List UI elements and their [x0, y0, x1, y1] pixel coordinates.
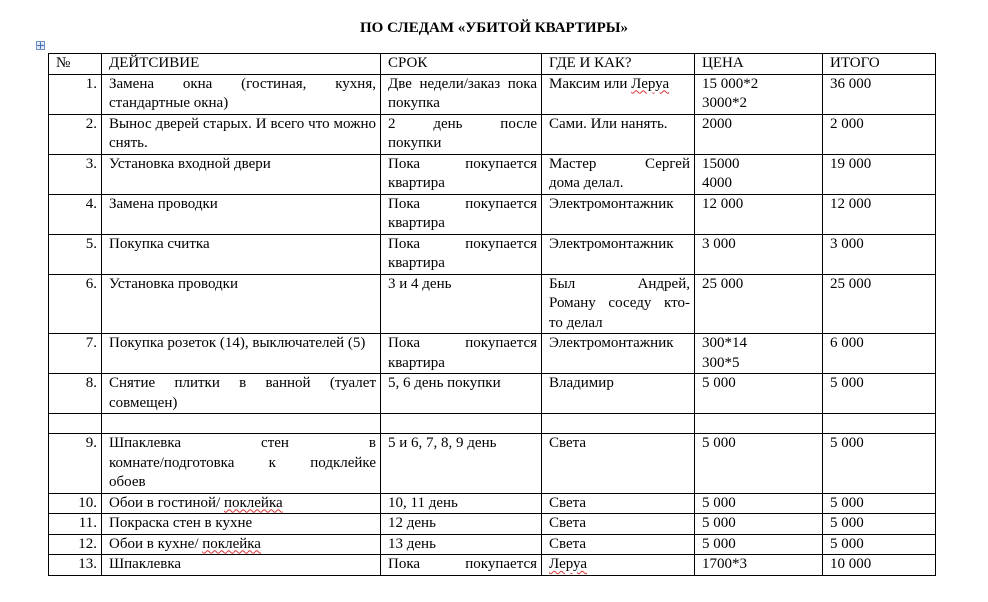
price-line: 5 000: [702, 435, 736, 451]
row-total: 5 000: [823, 434, 936, 494]
term-line: квартира: [388, 255, 445, 271]
table-row: [49, 514, 936, 535]
row-number: 13.: [49, 555, 102, 576]
row-price: [695, 154, 823, 194]
price-line: 300*5: [702, 354, 740, 371]
row-price: [695, 74, 823, 114]
term-line: Пока покупается: [388, 556, 537, 572]
row-where: Электромонтажник: [542, 334, 695, 374]
row-action: Замена проводки: [102, 194, 381, 234]
header-total: ИТОГО: [823, 54, 936, 75]
row-price: [695, 493, 823, 514]
row-term: [381, 555, 542, 576]
row-where: [542, 154, 695, 194]
row-action: Покупка считка: [102, 234, 381, 274]
row-number: 3.: [49, 154, 102, 194]
row-term: [381, 334, 542, 374]
table-row: [49, 434, 936, 494]
empty-cell: [542, 414, 695, 434]
spellcheck-underlined-word: поклейка: [202, 535, 261, 552]
row-number: 12.: [49, 534, 102, 555]
row-where: Владимир: [542, 374, 695, 414]
where-line: то делал: [549, 314, 603, 331]
price-line: 5 000: [702, 375, 736, 391]
row-where: Света: [542, 434, 695, 494]
row-total: 5 000: [823, 374, 936, 414]
row-action: Шпаклевка: [102, 555, 381, 576]
term-line: квартира: [388, 175, 445, 191]
where-line: дома делал.: [549, 175, 624, 191]
price-line: 300*14: [702, 335, 747, 351]
term-line: квартира: [388, 354, 445, 371]
row-action: Установка проводки: [102, 274, 381, 334]
row-action: [102, 493, 381, 514]
row-price: [695, 114, 823, 154]
term-line: 2 день после: [388, 115, 537, 132]
table-row: [49, 493, 936, 514]
table-row: [49, 194, 936, 234]
row-price: [695, 334, 823, 374]
table-row: [49, 274, 936, 334]
empty-cell: [823, 414, 936, 434]
row-total: 6 000: [823, 334, 936, 374]
row-total: 2 000: [823, 114, 936, 154]
row-total: 5 000: [823, 534, 936, 555]
row-term: [381, 114, 542, 154]
spellcheck-underlined-word: Леруа: [549, 556, 587, 572]
row-price: [695, 374, 823, 414]
table-row: [49, 74, 936, 114]
row-where: [542, 274, 695, 334]
row-number: 2.: [49, 114, 102, 154]
row-term: [381, 154, 542, 194]
where-line: Был Андрей,: [549, 275, 690, 292]
row-where: Электромонтажник: [542, 194, 695, 234]
renovation-table: [48, 53, 936, 576]
spellcheck-underlined-word: поклейка: [223, 494, 283, 511]
table-row: [49, 534, 936, 555]
header-term: СРОК: [381, 54, 542, 75]
row-total: 19 000: [823, 154, 936, 194]
row-number: 5.: [49, 234, 102, 274]
table-row: [49, 114, 936, 154]
row-where: Света: [542, 493, 695, 514]
price-line: 1700*3: [702, 556, 747, 572]
action-line: обоев: [109, 474, 146, 490]
row-action: Покупка розеток (14), выключателей (5): [102, 334, 381, 374]
price-line: 3000*2: [702, 95, 747, 111]
row-term: 12 день: [381, 514, 542, 535]
action-line: комнате/подготовка к подклейке: [109, 454, 376, 471]
row-term: Две недели/заказ пока покупка: [381, 74, 542, 114]
row-where: [542, 555, 695, 576]
price-line: 5 000: [702, 515, 736, 531]
price-line: 15 000*2: [702, 75, 759, 92]
where-line: Роману соседу кто-: [549, 295, 690, 311]
empty-cell: [102, 414, 381, 434]
header-price: ЦЕНА: [695, 54, 823, 75]
price-line: 3 000: [702, 235, 736, 252]
row-number: 7.: [49, 334, 102, 374]
row-number: 8.: [49, 374, 102, 414]
row-term: 10, 11 день: [381, 493, 542, 514]
row-number: 9.: [49, 434, 102, 494]
table-row: [49, 555, 936, 576]
document-title: ПО СЛЕДАМ «УБИТОЙ КВАРТИРЫ»: [360, 20, 628, 36]
table-row: [49, 334, 936, 374]
empty-cell: [49, 414, 102, 434]
row-action: Покраска стен в кухне: [102, 514, 381, 535]
row-number: 10.: [49, 493, 102, 514]
row-price: [695, 234, 823, 274]
spellcheck-underlined-word: Леруа: [631, 75, 670, 92]
row-total: 25 000: [823, 274, 936, 334]
row-price: [695, 555, 823, 576]
row-number: 11.: [49, 514, 102, 535]
row-total: 3 000: [823, 234, 936, 274]
where-line: Мастер Сергей: [549, 155, 690, 172]
row-where: Света: [542, 514, 695, 535]
row-where: Света: [542, 534, 695, 555]
term-line: Пока покупается: [388, 195, 537, 212]
term-line: Пока покупается: [388, 155, 537, 172]
row-action: Снятие плитки в ванной (туалет совмещен): [102, 374, 381, 414]
price-line: 5 000: [702, 494, 736, 511]
row-number: 4.: [49, 194, 102, 234]
row-price: [695, 514, 823, 535]
row-price: [695, 534, 823, 555]
action-text: Обои в гостиной/: [109, 494, 224, 511]
row-total: 10 000: [823, 555, 936, 576]
table-header-row: [49, 54, 936, 75]
header-where: ГДЕ И КАК?: [542, 54, 695, 75]
row-action: Установка входной двери: [102, 154, 381, 194]
header-num: №: [49, 54, 102, 75]
term-line: квартира: [388, 215, 445, 231]
where-text: Максим или: [549, 75, 632, 92]
row-price: [695, 434, 823, 494]
price-line: 2000: [702, 115, 732, 132]
row-action: Замена окна (гостиная, кухня, стандартные окна): [102, 74, 381, 114]
row-term: [381, 234, 542, 274]
row-term: 5, 6 день покупки: [381, 374, 542, 414]
row-total: 5 000: [823, 514, 936, 535]
term-line: Пока покупается: [388, 235, 537, 252]
row-number: 1.: [49, 74, 102, 114]
row-term: 3 и 4 день: [381, 274, 542, 334]
row-term: 5 и 6, 7, 8, 9 день: [381, 434, 542, 494]
price-line: 15000: [702, 155, 740, 172]
row-price: [695, 274, 823, 334]
table-row: [49, 234, 936, 274]
empty-table-row: [49, 414, 936, 434]
row-number: 6.: [49, 274, 102, 334]
price-line: 12 000: [702, 195, 744, 212]
row-term: [381, 194, 542, 234]
row-where: Сами. Или нанять.: [542, 114, 695, 154]
term-line: Пока покупается: [388, 335, 537, 351]
table-move-handle-icon[interactable]: [36, 41, 45, 50]
price-line: 5 000: [702, 535, 736, 552]
row-total: 5 000: [823, 493, 936, 514]
action-line: Шпаклевка стен в: [109, 435, 376, 451]
price-line: 25 000: [702, 275, 744, 292]
empty-cell: [381, 414, 542, 434]
row-where: Электромонтажник: [542, 234, 695, 274]
row-total: 12 000: [823, 194, 936, 234]
action-text: Обои в кухне/: [109, 535, 203, 552]
row-term: 13 день: [381, 534, 542, 555]
row-action: [102, 434, 381, 494]
row-price: [695, 194, 823, 234]
row-action: Вынос дверей старых. И всего что можно снять.: [102, 114, 381, 154]
price-line: 4000: [702, 175, 732, 191]
table-row: [49, 154, 936, 194]
row-action: [102, 534, 381, 555]
header-action: ДЕЙТСИВИЕ: [102, 54, 381, 75]
row-where: [542, 74, 695, 114]
term-line: покупки: [388, 135, 442, 151]
row-total: 36 000: [823, 74, 936, 114]
empty-cell: [695, 414, 823, 434]
table-row: [49, 374, 936, 414]
